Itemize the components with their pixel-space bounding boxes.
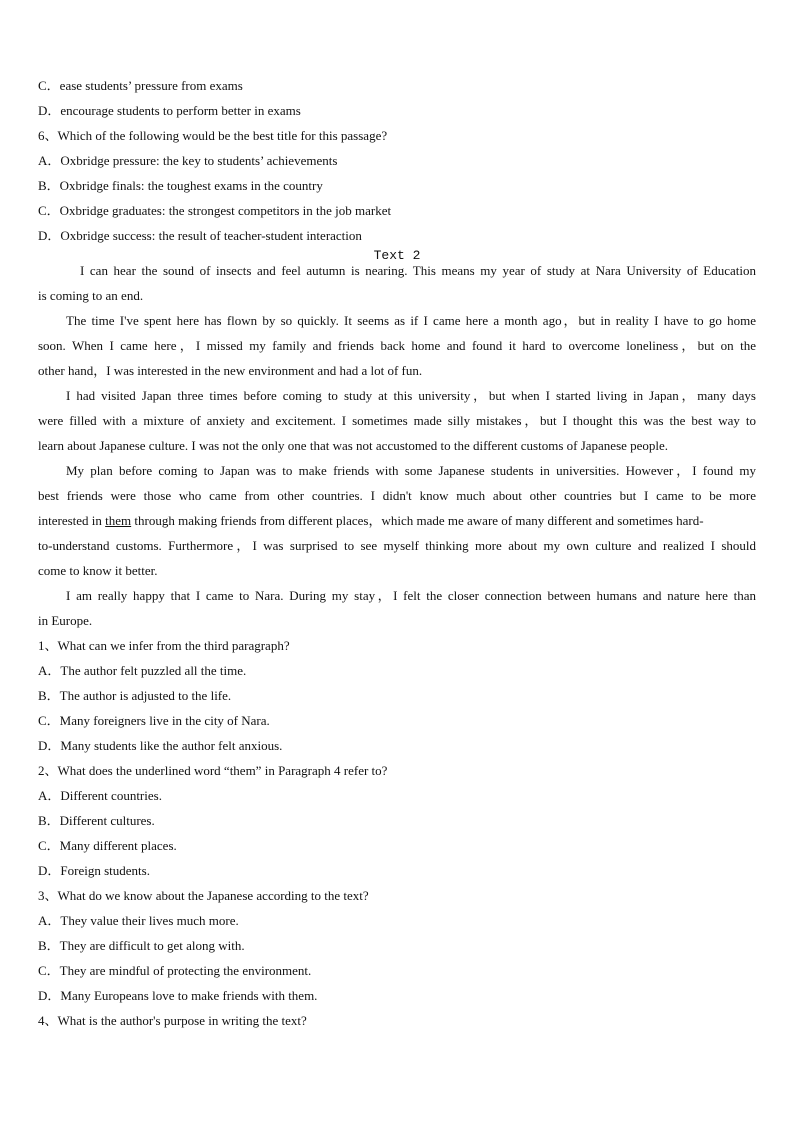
option-line: B．Different cultures.: [38, 813, 155, 828]
option-line: C．They are mindful of protecting the environment.: [38, 963, 312, 978]
option-line: B．They are difficult to get along with.: [38, 938, 245, 953]
passage-paragraph-3: [38, 383, 756, 458]
paragraph-line: soon. When I came here，I missed my family and friends back home and found it hard to overcome loneliness，but on the: [38, 338, 756, 353]
question-line: 3、What do we know about the Japanese according to the text?: [38, 888, 369, 903]
option-line: C．Many different places.: [38, 838, 177, 853]
passage-title: Text 2: [373, 248, 421, 263]
text-span: interested in: [38, 513, 106, 528]
paragraph-line: learn about Japanese culture. I was not the only one that was not accustomed to the different customs of Japanese people.: [38, 438, 669, 453]
text-span: through making friends from different places，which made me aware of many different and sometimes hard-: [131, 513, 704, 528]
question-line: 6、Which of the following would be the best title for this passage?: [38, 128, 388, 143]
passage-paragraph-1: [38, 258, 756, 308]
paragraph-line: best friends were those who came from other countries. I didn't know much about other countries but I came to be more: [38, 488, 756, 503]
paragraph-line: in Europe.: [38, 613, 93, 628]
questions: [38, 633, 756, 1033]
paragraph-line: [38, 508, 756, 533]
paragraph-line: I can hear the sound of insects and feel autumn is nearing. This means my year of study at Nara University of Education: [80, 263, 756, 278]
paragraph-line: My plan before coming to Japan was to make friends with some Japanese students in universities. However，I found my: [66, 463, 756, 478]
passage-paragraph-5: [38, 583, 756, 633]
paragraph-line: other hand，I was interested in the new environment and had a lot of fun.: [38, 363, 423, 378]
paragraph-line: I had visited Japan three times before coming to study at this university，but when I started living in Japan，many days: [66, 388, 756, 403]
paragraph-line: The time I've spent here has flown by so quickly. It seems as if I came here a month ago，but in reality I have to go home: [66, 313, 756, 328]
option-line: B．The author is adjusted to the life.: [38, 688, 232, 703]
previous-question-options: [38, 73, 756, 248]
question-line: 2、What does the underlined word “them” in Paragraph 4 refer to?: [38, 763, 388, 778]
document-page: [38, 73, 756, 1033]
option-line: C．Many foreigners live in the city of Nara.: [38, 713, 270, 728]
passage-paragraph-2: [38, 308, 756, 383]
passage-paragraph-4: [38, 458, 756, 583]
option-line: A．The author felt puzzled all the time.: [38, 663, 247, 678]
option-line: D．Many students like the author felt anxious.: [38, 738, 283, 753]
underlined-word: them: [105, 513, 132, 528]
option-line: C．Oxbridge graduates: the strongest competitors in the job market: [38, 203, 392, 218]
option-line: D．Foreign students.: [38, 863, 150, 878]
option-line: B．Oxbridge finals: the toughest exams in the country: [38, 178, 323, 193]
option-line: D．Oxbridge success: the result of teacher-student interaction: [38, 228, 362, 243]
option-line: C．ease students’ pressure from exams: [38, 78, 243, 93]
paragraph-line: is coming to an end.: [38, 288, 144, 303]
option-line: D．encourage students to perform better in exams: [38, 103, 301, 118]
paragraph-line: to-understand customs. Furthermore，I was surprised to see myself thinking more about my own culture and realized I should: [38, 538, 756, 553]
paragraph-line: I am really happy that I came to Nara. During my stay，I felt the closer connection between humans and nature here than: [66, 588, 756, 603]
question-line: 1、What can we infer from the third paragraph?: [38, 638, 290, 653]
option-line: D．Many Europeans love to make friends with them.: [38, 988, 318, 1003]
option-line: A．Oxbridge pressure: the key to students’ achievements: [38, 153, 338, 168]
question-line: 4、What is the author's purpose in writing the text?: [38, 1013, 307, 1028]
paragraph-line: come to know it better.: [38, 563, 158, 578]
option-line: A．Different countries.: [38, 788, 162, 803]
option-line: A．They value their lives much more.: [38, 913, 239, 928]
paragraph-line: were filled with a mixture of anxiety and excitement. I sometimes made silly mistakes，but I thought this was the best way to: [38, 413, 756, 428]
